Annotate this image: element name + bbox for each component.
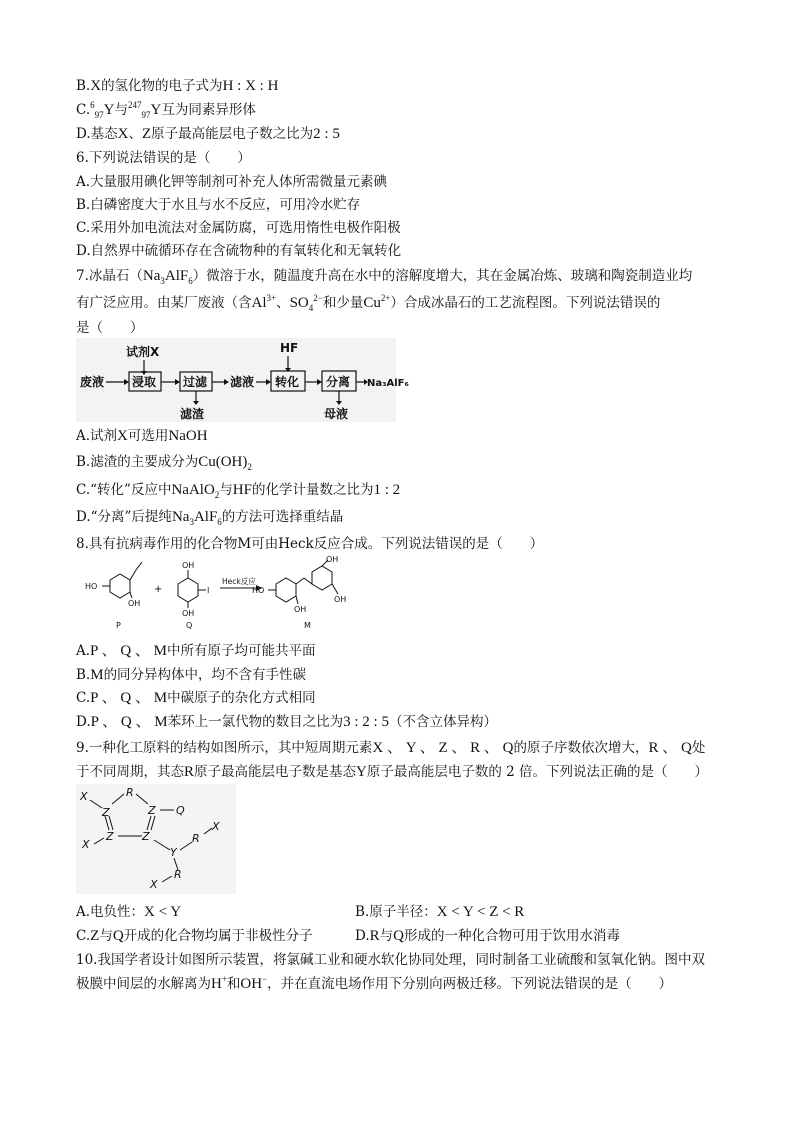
flow-start: 废液: [80, 375, 105, 389]
atom-z1: Z: [102, 806, 110, 819]
q8-option-a: A.P 、 Q 、 M中所有原子均可能共平面: [76, 643, 316, 659]
m-right-ring: [312, 566, 332, 590]
q9-option-b: B.原子半径：X < Y < Z < R: [355, 904, 525, 920]
atom-x4: X: [150, 878, 158, 891]
plus-sign: +: [154, 584, 163, 595]
flow-box4-label: 分离: [326, 375, 351, 389]
q9-stem-line1: 9.一种化工原料的结构如图所示，其中短周期元素X 、 Y 、 Z 、 R 、 Q的原子序数依次增大，R 、 Q处: [76, 740, 706, 756]
atom-r2: R: [192, 832, 200, 845]
label-m: M: [304, 621, 311, 630]
q7-option-c: C.“转化”反应中NaAlO$_2$与HF的化学计量数之比为1 : 2: [76, 482, 401, 500]
q6-stem: 6.下列说法错误的是（ ）: [76, 150, 251, 166]
q6-option-d: D.自然界中硫循环存在含硫物种的有氧转化和无氧转化: [76, 243, 402, 259]
flow-hf: HF: [280, 341, 299, 355]
q8-option-c: C.P 、 Q 、 M中碳原子的杂化方式相同: [76, 690, 316, 706]
flow-box1-label: 浸取: [132, 375, 157, 389]
q6-option-b: B.白磷密度大于水且与水不反应，可用冷水贮存: [76, 197, 361, 213]
q6-option-a: A.大量服用碘化钾等制剂可补充人体所需微量元素碘: [76, 174, 388, 190]
q6-option-c: C.采用外加电流法对金属防腐，可选用惰性电极作阳极: [76, 220, 401, 236]
q8-option-b: B.M的同分异构体中，均不含有手性碳: [76, 667, 307, 683]
atom-y: Y: [170, 846, 177, 859]
q7-flowchart: [76, 338, 409, 422]
atom-z3: Z: [106, 830, 114, 843]
m-vinyl-bond1: [296, 578, 304, 584]
atom-r3: R: [174, 868, 182, 881]
flow-box2-label: 过滤: [183, 375, 208, 389]
flow-reagent-x: 试剂X: [126, 345, 160, 359]
p-vinyl-bond2: [136, 562, 142, 570]
p-oh-label: OH: [128, 599, 141, 608]
q10-stem-line1: 10.我国学者设计如图所示装置，将氯碱工业和硬水软化协同处理，同时制备工业硫酸和氢氧化钠。图中双: [76, 952, 705, 968]
q7-stem-line2: 有广泛应用。由某厂废液（含$Al^{3+}$、$SO_4^{2-}$和少量$Cu^{2+}$）合成冰晶石的工艺流程图。下列说法错误的: [76, 293, 661, 313]
p-oh-bond: [130, 592, 132, 598]
flow-box3-label: 转化: [275, 375, 300, 389]
q10-stem-line2: 极膜中间层的水解离为H+和OH−，并在直流电场作用下分别向两极迁移。下列说法错误的是（ ）: [76, 974, 673, 992]
q-oh-bottom-label: OH: [182, 609, 195, 618]
q9-structure: [76, 784, 236, 894]
q-benzene-ring: [178, 578, 198, 602]
flow-mother: 母液: [324, 407, 349, 421]
p-ho-label: HO: [85, 582, 98, 591]
atom-r1: R: [126, 786, 134, 799]
flow-product: Na₃AlF₆: [367, 378, 409, 389]
q9-option-c: C.Z与Q开成的化合物均属于非极性分子: [76, 928, 313, 944]
flow-filtrate: 滤液: [230, 375, 255, 389]
atom-x2: X: [82, 838, 90, 851]
m-left-ring: [276, 578, 296, 602]
m-oh-bond: [296, 596, 298, 604]
m-oh-top-label: OH: [326, 555, 339, 564]
p-benzene-ring: [110, 574, 130, 598]
atom-x1: X: [80, 790, 88, 803]
q5-option-b: B.X的氢化物的电子式为H : X : H: [76, 78, 279, 94]
m-ho-label: HO: [252, 586, 265, 595]
p-vinyl-bond1: [130, 570, 136, 580]
q7-option-a: A.试剂X可选用NaOH: [76, 428, 208, 444]
label-p: P: [116, 621, 121, 630]
q5-option-d: D.基态X、Z原子最高能层电子数之比为2 : 5: [76, 126, 340, 142]
label-q: Q: [186, 621, 193, 630]
q7-stem-line1: 7.冰晶石$(Na_3AlF_6)$微溶于水，随温度升高在水中的溶解度增大，其在金属冶炼、玻璃和陶瓷制造业均: [76, 268, 693, 286]
q7-option-b: B.滤渣的主要成分为$Cu(OH)_2$: [76, 454, 252, 472]
atom-z2: Z: [148, 804, 156, 817]
q9-option-a: A.电负性：X < Y: [76, 904, 182, 920]
flow-residue: 滤渣: [180, 407, 205, 421]
m-oh-bottom-label: OH: [294, 605, 307, 614]
q-oh-top-label: OH: [182, 561, 195, 570]
q9-option-d: D.R与Q形成的一种化合物可用于饮用水消毒: [355, 928, 620, 944]
m-oh-right-bond: [332, 584, 338, 594]
q7-stem-line3: 是（ ）: [76, 320, 144, 336]
q9-stem-line2: 于不同周期，其态R原子最高能层电子数是基态Y原子最高能层电子数的 2 倍。下列说法正确的是（ ）: [76, 764, 709, 780]
q8-stem: 8.具有抗病毒作用的化合物M可由Heck反应合成。下列说法错误的是（ ）: [76, 536, 544, 552]
atom-x3: X: [212, 820, 220, 833]
m-oh-right-label: OH: [334, 595, 347, 604]
m-vinyl-bond2: [304, 578, 312, 584]
atom-z4: Z: [142, 830, 150, 843]
q8-reaction-scheme: [76, 554, 366, 634]
q7-option-d: D.“分离”后提纯$Na_3AlF_6$的方法可选择重结晶: [76, 509, 344, 527]
reaction-arrow-label: Heck反应: [222, 577, 256, 586]
q8-option-d: D.P 、 Q 、 M苯环上一氯代物的数目之比为3 : 2 : 5（不含立体异构）: [76, 714, 497, 730]
q5-option-c: C.$^6_{97}$Y与$^{247}_{97}$Y互为同素异形体: [76, 100, 256, 120]
q-i-label: I: [207, 586, 210, 595]
atom-q: Q: [176, 804, 185, 817]
